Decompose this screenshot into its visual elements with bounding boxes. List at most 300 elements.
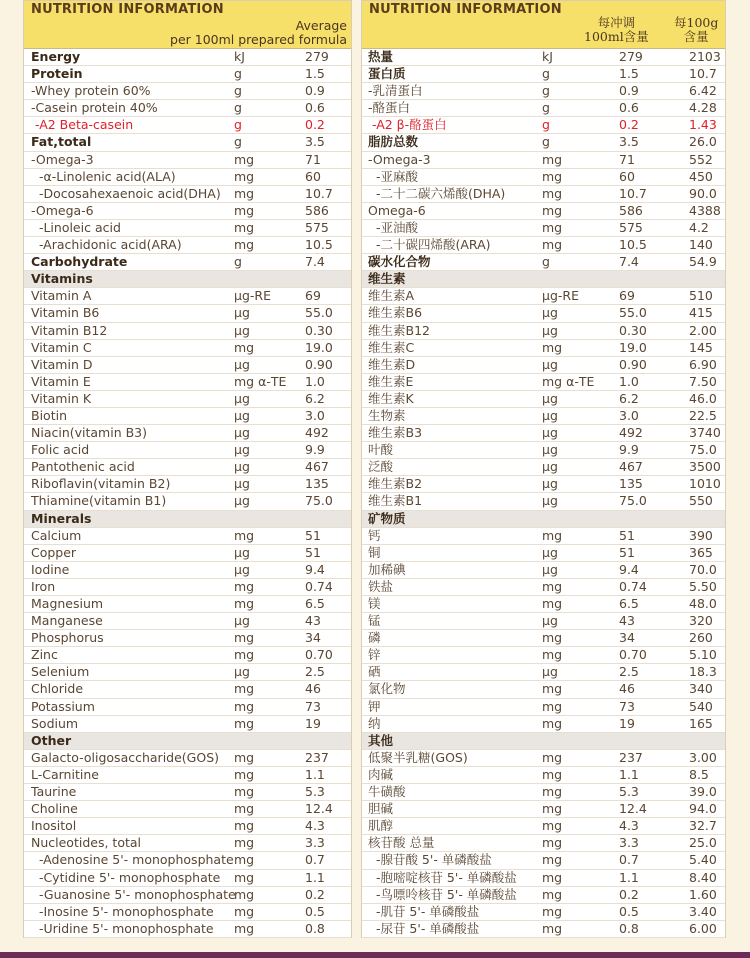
unit: mg	[234, 749, 255, 765]
table-row	[362, 305, 725, 322]
value-per-100ml: 71	[305, 151, 321, 167]
value-per-100ml: 7.4	[619, 254, 639, 270]
unit: mg	[542, 920, 563, 936]
nutrient-name: 生物素	[368, 407, 406, 423]
unit: µg	[542, 442, 558, 458]
value-per-100g: 46.0	[689, 390, 717, 406]
table-row	[362, 374, 725, 391]
value-per-100ml: 6.5	[305, 596, 325, 611]
value-per-100ml: 492	[305, 425, 329, 441]
unit: mg	[234, 852, 255, 868]
unit: µg	[234, 442, 250, 458]
value-per-100g: 22.5	[689, 407, 717, 423]
unit: µg	[542, 425, 558, 441]
value-per-100ml: 71	[619, 151, 635, 167]
value-per-100g: 450	[689, 168, 713, 184]
value-per-100ml: 6.2	[305, 390, 325, 406]
value-per-100ml: 10.7	[305, 185, 333, 201]
value-per-100g: 5.40	[689, 852, 717, 868]
table-row	[24, 818, 351, 835]
nutrient-name: 纳	[368, 715, 381, 731]
table-row	[24, 630, 351, 647]
nutrient-name: Manganese	[31, 613, 103, 629]
value-per-100ml: 43	[619, 613, 635, 629]
table-row	[24, 613, 351, 630]
value-per-100ml: 75.0	[619, 493, 647, 509]
table-row	[24, 442, 351, 459]
nutrient-name: Vitamin E	[31, 373, 91, 389]
nutrient-name: -亚麻酸	[368, 168, 418, 184]
nutrient-name: -A2 β-酪蛋白	[368, 117, 447, 133]
value-per-100g: 7.50	[689, 373, 717, 389]
value-per-100ml: 55.0	[305, 305, 333, 321]
table-row	[24, 801, 351, 818]
table-row	[24, 100, 351, 117]
unit: mg	[542, 903, 563, 919]
nutrient-name: Magnesium	[31, 596, 104, 611]
unit: mg	[542, 219, 563, 235]
nutrient-name: -Omega-3	[368, 151, 431, 167]
table-row	[24, 664, 351, 681]
unit: mg	[234, 630, 255, 646]
table-row	[24, 699, 351, 716]
nutrient-name: 胆碱	[368, 801, 394, 817]
nutrient-name: 维生素B2	[368, 476, 423, 492]
unit: mg	[234, 578, 255, 594]
nutrient-name: Minerals	[31, 510, 92, 526]
value-per-100g: 2103	[689, 49, 721, 64]
table-row	[24, 647, 351, 664]
value-per-100g: 6.00	[689, 920, 717, 936]
nutrient-name: -Casein protein 40%	[31, 100, 158, 116]
column-header-per-100ml: Average per 100ml prepared formula	[170, 18, 347, 47]
unit: µg	[542, 305, 558, 321]
value-per-100g: 70.0	[689, 561, 717, 577]
nutrient-name: 肌醇	[368, 818, 394, 834]
nutrient-name: Chloride	[31, 681, 84, 697]
unit: µg	[542, 613, 558, 629]
table-row	[362, 630, 725, 647]
value-per-100g: 18.3	[689, 664, 717, 680]
nutrient-name: 碳水化合物	[368, 254, 431, 270]
unit: µg	[234, 425, 250, 441]
unit: mg	[234, 818, 255, 834]
table-row	[362, 323, 725, 340]
value-per-100ml: 9.9	[305, 442, 325, 458]
nutrient-name: Vitamin A	[31, 288, 92, 304]
unit: mg	[542, 527, 563, 543]
value-per-100ml: 0.2	[619, 117, 639, 133]
table-row	[362, 476, 725, 493]
nutrient-name: Energy	[31, 49, 81, 64]
nutrient-name: Inositol	[31, 818, 77, 834]
nutrient-name: 镁	[368, 596, 381, 611]
nutrient-name: Riboflavin(vitamin B2)	[31, 476, 171, 492]
table-row	[362, 904, 725, 921]
nutrient-name: 维生素C	[368, 339, 415, 355]
unit: mg	[234, 903, 255, 919]
value-per-100ml: 6.5	[619, 596, 639, 611]
unit: mg	[234, 766, 255, 782]
value-per-100g: 32.7	[689, 818, 717, 834]
nutrient-name: -Linoleic acid	[31, 219, 121, 235]
section-header-row	[24, 511, 351, 528]
unit: mg	[542, 749, 563, 765]
table-row	[24, 750, 351, 767]
unit: µg	[542, 356, 558, 372]
unit: kJ	[542, 49, 553, 64]
unit: mg	[234, 596, 255, 611]
value-per-100ml: 0.6	[305, 100, 325, 116]
value-per-100ml: 3.0	[305, 407, 325, 423]
value-per-100g: 8.40	[689, 869, 717, 885]
nutrient-name: 硒	[368, 664, 381, 680]
table-row	[24, 681, 351, 698]
table-row	[24, 835, 351, 852]
table-body	[362, 49, 725, 938]
value-per-100ml: 1.0	[619, 373, 639, 389]
table-row	[362, 784, 725, 801]
value-per-100ml: 279	[619, 49, 643, 64]
nutrient-name: 牛磺酸	[368, 784, 406, 800]
value-per-100ml: 10.5	[619, 237, 647, 253]
nutrient-name: -尿苷 5'- 单磷酸盐	[368, 920, 480, 936]
unit: g	[542, 134, 550, 150]
unit: µg	[234, 544, 250, 560]
unit: g	[234, 134, 242, 150]
table-row	[362, 186, 725, 203]
value-per-100ml: 467	[619, 459, 643, 475]
table-header	[362, 1, 725, 49]
unit: µg	[542, 407, 558, 423]
value-per-100ml: 3.5	[305, 134, 325, 150]
table-row	[362, 100, 725, 117]
table-row	[24, 493, 351, 510]
unit: g	[542, 117, 550, 133]
nutrient-name: -Docosahexaenoic acid(DHA)	[31, 185, 221, 201]
nutrient-name: 维生素B3	[368, 425, 423, 441]
table-row	[362, 835, 725, 852]
value-per-100g: 54.9	[689, 254, 717, 270]
value-per-100g: 48.0	[689, 596, 717, 611]
value-per-100ml: 237	[619, 749, 643, 765]
value-per-100ml: 0.90	[619, 356, 647, 372]
nutrient-name: Copper	[31, 544, 77, 560]
value-per-100ml: 0.2	[619, 886, 639, 902]
value-per-100ml: 0.7	[619, 852, 639, 868]
table-row	[24, 203, 351, 220]
value-per-100ml: 9.4	[619, 561, 639, 577]
value-per-100ml: 492	[619, 425, 643, 441]
value-per-100ml: 4.3	[305, 818, 325, 834]
nutrient-name: Phosphorus	[31, 630, 104, 646]
value-per-100ml: 0.6	[619, 100, 639, 116]
table-header	[24, 1, 351, 49]
unit: mg	[234, 151, 255, 167]
unit: µg	[542, 322, 558, 338]
nutrient-name: -亚油酸	[368, 219, 418, 235]
unit: mg	[234, 784, 255, 800]
nutrient-name: Vitamin B12	[31, 322, 108, 338]
unit: mg	[234, 869, 255, 885]
unit: mg	[542, 237, 563, 253]
value-per-100ml: 12.4	[619, 801, 647, 817]
value-per-100g: 2.00	[689, 322, 717, 338]
nutrient-name: 其他	[368, 732, 394, 748]
value-per-100ml: 0.30	[619, 322, 647, 338]
unit: g	[542, 100, 550, 116]
table-row	[24, 528, 351, 545]
table-row	[362, 442, 725, 459]
nutrient-name: Niacin(vitamin B3)	[31, 425, 148, 441]
unit: µg	[234, 390, 250, 406]
nutrient-name: -酪蛋白	[368, 100, 411, 116]
value-per-100ml: 0.70	[619, 647, 647, 663]
value-per-100ml: 9.4	[305, 561, 325, 577]
value-per-100ml: 55.0	[619, 305, 647, 321]
unit: mg	[542, 647, 563, 663]
table-row	[362, 870, 725, 887]
value-per-100ml: 19.0	[305, 339, 333, 355]
nutrition-table-chinese	[361, 0, 726, 938]
nutrient-name: Vitamin D	[31, 356, 93, 372]
nutrient-name: 肉碱	[368, 766, 394, 782]
value-per-100ml: 0.8	[619, 920, 639, 936]
value-per-100ml: 2.5	[305, 664, 325, 680]
value-per-100ml: 1.5	[619, 66, 639, 82]
nutrient-name: 低聚半乳糖(GOS)	[368, 749, 468, 765]
table-row	[24, 904, 351, 921]
table-row	[24, 545, 351, 562]
unit: mg	[234, 527, 255, 543]
value-per-100g: 1010	[689, 476, 721, 492]
nutrient-name: Vitamins	[31, 271, 93, 287]
nutrient-name: 加稀碘	[368, 561, 406, 577]
nutrient-name: Sodium	[31, 715, 79, 731]
nutrient-name: 热量	[368, 49, 394, 64]
value-per-100g: 25.0	[689, 835, 717, 851]
nutrient-name: -肌苷 5'- 单磷酸盐	[368, 903, 480, 919]
unit: µg	[234, 613, 250, 629]
value-per-100g: 365	[689, 544, 713, 560]
value-per-100ml: 19	[305, 715, 321, 731]
unit: mg	[542, 578, 563, 594]
nutrient-name: -Uridine 5'- monophosphate	[31, 920, 214, 936]
unit: mg	[234, 698, 255, 714]
nutrient-name: 脂肪总数	[368, 134, 419, 150]
value-per-100g: 415	[689, 305, 713, 321]
value-per-100ml: 0.9	[619, 83, 639, 99]
nutrient-name: Iron	[31, 578, 56, 594]
unit: mg	[542, 784, 563, 800]
value-per-100ml: 0.90	[305, 356, 333, 372]
value-per-100g: 3740	[689, 425, 721, 441]
value-per-100g: 4388	[689, 202, 721, 218]
unit: mg	[234, 185, 255, 201]
unit: mg	[234, 681, 255, 697]
nutrient-name: Vitamin B6	[31, 305, 100, 321]
value-per-100g: 4.2	[689, 219, 709, 235]
nutrient-name: -A2 Beta-casein	[31, 117, 134, 133]
unit: mg	[542, 630, 563, 646]
unit: µg	[234, 322, 250, 338]
unit: mg	[542, 681, 563, 697]
table-row	[24, 391, 351, 408]
table-row	[362, 237, 725, 254]
table-row	[24, 562, 351, 579]
table-row	[24, 340, 351, 357]
table-title: NUTRITION INFORMATION	[369, 2, 562, 17]
value-per-100ml: 19.0	[619, 339, 647, 355]
value-per-100ml: 0.30	[305, 322, 333, 338]
section-header-row	[24, 733, 351, 750]
value-per-100ml: 2.5	[619, 664, 639, 680]
unit: g	[234, 254, 242, 270]
table-row	[24, 716, 351, 733]
nutrient-name: Folic acid	[31, 442, 90, 458]
value-per-100ml: 69	[305, 288, 321, 304]
value-per-100g: 39.0	[689, 784, 717, 800]
value-per-100ml: 586	[619, 202, 643, 218]
value-per-100ml: 5.3	[305, 784, 325, 800]
value-per-100g: 390	[689, 527, 713, 543]
value-per-100ml: 1.1	[619, 869, 639, 885]
value-per-100ml: 19	[619, 715, 635, 731]
unit: mg	[234, 801, 255, 817]
section-header-row	[24, 271, 351, 288]
nutrient-name: -腺苷酸 5'- 单磷酸盐	[368, 852, 492, 868]
table-row	[362, 887, 725, 904]
table-row	[362, 357, 725, 374]
value-per-100ml: 75.0	[305, 493, 333, 509]
nutrient-name: Selenium	[31, 664, 90, 680]
value-per-100ml: 5.3	[619, 784, 639, 800]
nutrient-name: -Omega-3	[31, 151, 94, 167]
value-per-100ml: 10.5	[305, 237, 333, 253]
unit: mg	[542, 168, 563, 184]
unit: µg	[234, 356, 250, 372]
value-per-100ml: 0.5	[619, 903, 639, 919]
value-per-100g: 550	[689, 493, 713, 509]
unit: mg	[542, 202, 563, 218]
nutrient-name: Omega-6	[368, 202, 426, 218]
table-row	[24, 49, 351, 66]
unit: mg	[234, 886, 255, 902]
nutrient-name: 维生素K	[368, 390, 414, 406]
nutrient-name: Galacto-oligosaccharide(GOS)	[31, 749, 220, 765]
table-row	[362, 664, 725, 681]
nutrient-name: 锌	[368, 647, 381, 663]
nutrient-name: -α-Linolenic acid(ALA)	[31, 168, 176, 184]
value-per-100g: 510	[689, 288, 713, 304]
unit: mg	[542, 869, 563, 885]
unit: g	[234, 100, 242, 116]
unit: g	[234, 83, 242, 99]
table-row	[24, 357, 351, 374]
table-row	[24, 288, 351, 305]
table-row	[362, 203, 725, 220]
value-per-100ml: 4.3	[619, 818, 639, 834]
table-row	[24, 870, 351, 887]
column-header-per-100g: 每100g 含量	[674, 15, 719, 44]
table-row	[24, 169, 351, 186]
unit: mg	[234, 339, 255, 355]
table-row	[362, 220, 725, 237]
table-row	[362, 83, 725, 100]
table-row	[24, 425, 351, 442]
nutrient-name: Zinc	[31, 647, 58, 663]
nutrient-name: 叶酸	[368, 442, 394, 458]
table-row	[24, 408, 351, 425]
unit: mg	[542, 818, 563, 834]
unit: g	[542, 254, 550, 270]
value-per-100ml: 135	[305, 476, 329, 492]
nutrient-name: -Arachidonic acid(ARA)	[31, 237, 182, 253]
unit: mg	[542, 766, 563, 782]
value-per-100g: 1.60	[689, 886, 717, 902]
table-row	[362, 49, 725, 66]
value-per-100g: 5.10	[689, 647, 717, 663]
table-row	[362, 545, 725, 562]
nutrient-name: Calcium	[31, 527, 82, 543]
nutrient-name: Pantothenic acid	[31, 459, 135, 475]
value-per-100ml: 0.5	[305, 903, 325, 919]
nutrient-name: 维生素B1	[368, 493, 423, 509]
unit: µg-RE	[234, 288, 271, 304]
unit: µg	[234, 407, 250, 423]
value-per-100g: 340	[689, 681, 713, 697]
value-per-100g: 10.7	[689, 66, 717, 82]
table-row	[362, 459, 725, 476]
nutrient-name: 维生素	[368, 271, 406, 287]
value-per-100g: 165	[689, 715, 713, 731]
value-per-100ml: 135	[619, 476, 643, 492]
value-per-100ml: 9.9	[619, 442, 639, 458]
value-per-100ml: 1.1	[619, 766, 639, 782]
value-per-100ml: 51	[305, 527, 321, 543]
value-per-100ml: 51	[305, 544, 321, 560]
nutrient-name: 维生素E	[368, 373, 414, 389]
nutrient-name: 钙	[368, 527, 381, 543]
value-per-100ml: 3.0	[619, 407, 639, 423]
value-per-100g: 6.90	[689, 356, 717, 372]
unit: g	[234, 66, 242, 82]
unit: mg	[234, 835, 255, 851]
unit: mg	[542, 835, 563, 851]
unit: µg	[234, 459, 250, 475]
value-per-100ml: 1.5	[305, 66, 325, 82]
table-row	[362, 613, 725, 630]
nutrient-name: Choline	[31, 801, 78, 817]
unit: µg	[542, 493, 558, 509]
nutrient-name: Protein	[31, 66, 83, 82]
table-row	[362, 425, 725, 442]
nutrient-name: -乳清蛋白	[368, 83, 423, 99]
value-per-100ml: 34	[619, 630, 635, 646]
value-per-100ml: 12.4	[305, 801, 333, 817]
unit: g	[234, 117, 242, 133]
value-per-100g: 94.0	[689, 801, 717, 817]
table-row	[362, 681, 725, 698]
value-per-100ml: 575	[305, 219, 329, 235]
value-per-100g: 1.43	[689, 117, 717, 133]
nutrient-name: -鸟嘌呤核苷 5'- 单磷酸盐	[368, 886, 517, 902]
table-row	[24, 887, 351, 904]
value-per-100ml: 60	[619, 168, 635, 184]
value-per-100ml: 46	[305, 681, 321, 697]
table-row	[24, 784, 351, 801]
nutrient-name: -Omega-6	[31, 202, 94, 218]
